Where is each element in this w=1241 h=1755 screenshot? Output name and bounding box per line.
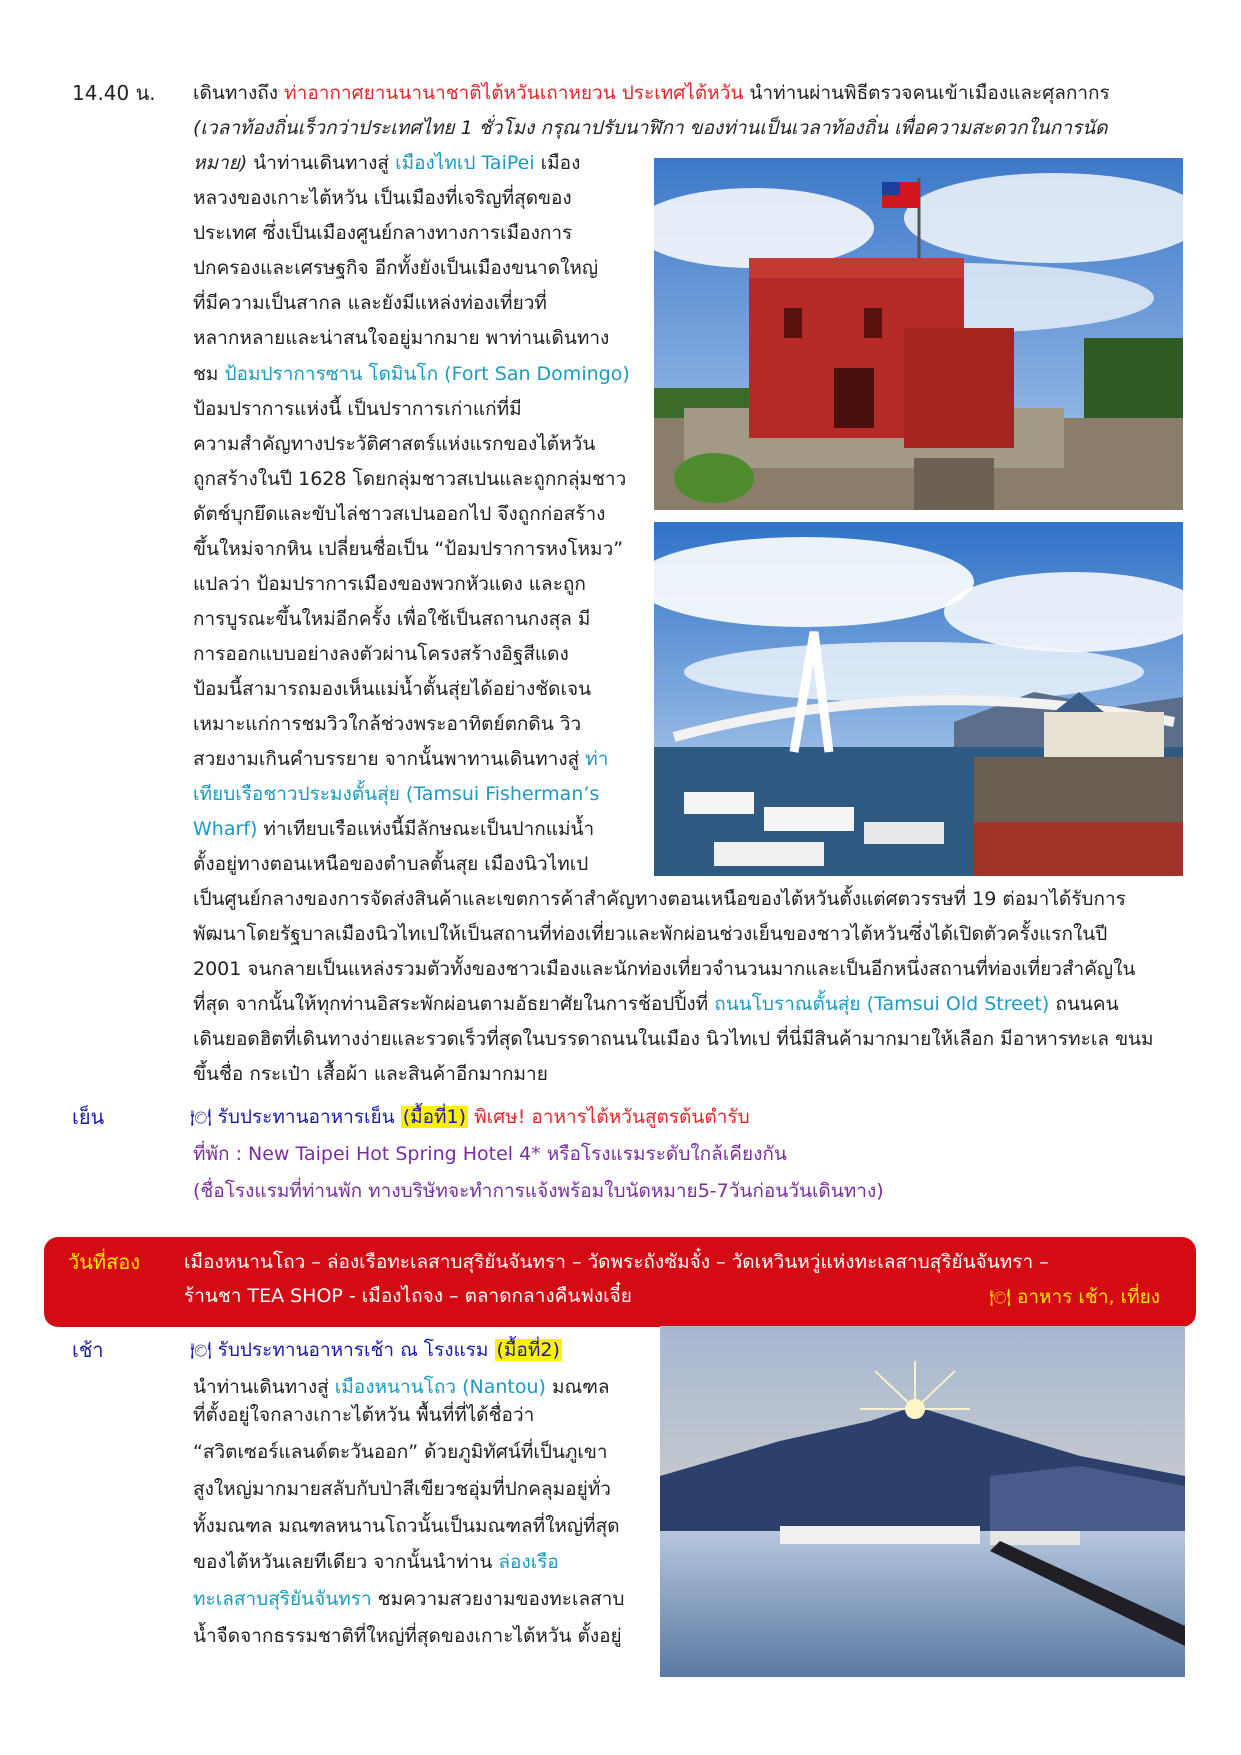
wharf-pre: สวยงามเกินคำบรรยาย จากนั้นพาทานเดินทางสู่ bbox=[193, 748, 586, 770]
lake-pre: ของไต้หวันเลยทีเดียว จากนั้นนำท่าน bbox=[193, 1551, 499, 1573]
dinner-line bbox=[190, 1100, 750, 1136]
wharf-line-3 bbox=[193, 812, 594, 847]
dinner-text: รับประทานอาหารเย็น bbox=[211, 1106, 401, 1128]
wharf-name-1: ท่า bbox=[585, 748, 609, 770]
fishermans-wharf-photo bbox=[654, 522, 1183, 876]
wharf-line bbox=[193, 742, 608, 777]
taipei-desc-line: ที่มีความเป็นสากล และยังมีแหล่งท่องเที่ยวที่ bbox=[193, 292, 547, 314]
nantou-post: มณฑล bbox=[545, 1376, 610, 1398]
taipei-name: เมืองไทเป TaiPei bbox=[395, 152, 535, 174]
taipei-line bbox=[193, 146, 580, 181]
breakfast-meal-badge: (มื้อที่2) bbox=[496, 1339, 560, 1361]
breakfast-line bbox=[190, 1333, 562, 1369]
breakfast-label: เช้า bbox=[72, 1338, 104, 1362]
taipei-desc-line: หลวงของเกาะไต้หวัน เป็นเมืองที่เจริญที่สุดของ bbox=[193, 187, 572, 209]
dinner-special: พิเศษ! อาหารไต้หวันสูตรต้นตำรับ bbox=[468, 1106, 750, 1128]
day2-meals bbox=[989, 1280, 1160, 1316]
wharf-name-3: Wharf) bbox=[193, 818, 258, 840]
dinner-meal-badge: (มื้อที่1) bbox=[402, 1106, 467, 1128]
arrival-line bbox=[193, 76, 1110, 111]
breakfast-text: รับประทานอาหารเช้า ณ โรงแรม bbox=[211, 1339, 495, 1361]
fort-desc-line: ถูกสร้างในปี 1628 โดยกลุ่มชาวสเปนและถูกกลุ่มชาว bbox=[193, 468, 627, 490]
nantou-desc-line: ที่ตั้งอยู่ใจกลางเกาะไต้หวัน พื้นที่ที่ได้ชื่อว่า bbox=[193, 1404, 535, 1426]
wharf-location: ตั้งอยู่ทางตอนเหนือของตำบลตั้นสุย เมืองนิวไทเป bbox=[193, 853, 589, 875]
day2-banner bbox=[44, 1237, 1196, 1327]
day2-meals-text: อาหาร เช้า, เที่ยง bbox=[1010, 1286, 1160, 1308]
hotel-line: ที่พัก : New Taipei Hot Spring Hotel 4* หรือโรงแรมระดับใกล้เคียงกัน bbox=[193, 1143, 787, 1165]
street-post: ถนนคน bbox=[1049, 993, 1119, 1015]
time-note-end: หมาย) bbox=[193, 152, 248, 174]
fort-desc-line: ป้อมปราการแห่งนี้ เป็นปราการเก่าแก่ที่มี bbox=[193, 398, 522, 420]
nantou-desc-line: “สวิตเซอร์แลนด์ตะวันออก” ด้วยภูมิทัศน์ที่เป็นภูเขา bbox=[193, 1441, 608, 1463]
taipei-desc-line: หลากหลายและน่าสนใจอยู่มากมาย พาท่านเดินทาง bbox=[193, 327, 610, 349]
wharf-history-2: พัฒนาโดยรัฐบาลเมืองนิวไทเปให้เป็นสถานที่ท่องเที่ยวและพักผ่อนช่วงเย็นของชาวไต้หวันซึ่งได้เปิดตัวครั้งแรกในปี bbox=[193, 923, 1108, 945]
day2-label: วันที่สอง bbox=[68, 1250, 141, 1274]
time-note: (เวลาท้องถิ่นเร็วกว่าประเทศไทย 1 ชั่วโมง กรุณาปรับนาฬิกา ของท่านเป็นเวลาท้องถิ่น เพื่อความสะดวกในการนัด bbox=[193, 117, 1108, 139]
fort-line bbox=[193, 357, 630, 392]
taipei-desc-line: ประเทศ ซึ่งเป็นเมืองศูนย์กลางทางการเมืองการ bbox=[193, 222, 573, 244]
utensils-icon: 🍽 bbox=[190, 1108, 212, 1128]
arrival-pre: เดินทางถึง bbox=[193, 82, 285, 104]
day2-route-line-2: ร้านชา TEA SHOP - เมืองไถจง – ตลาดกลางคืนฟงเจี๋ย bbox=[184, 1285, 632, 1307]
lake-last-line: น้ำจืดจากธรรมชาติที่ใหญ่ที่สุดของเกาะไต้หวัน ตั้งอยู่ bbox=[193, 1625, 622, 1647]
fort-name: ป้อมปราการซาน โดมินโก (Fort San Domingo) bbox=[224, 363, 630, 385]
lake-post: ชมความสวยงามของทะเลสาบ bbox=[371, 1588, 625, 1610]
lake-photo-illustration bbox=[660, 1326, 1185, 1677]
dinner-label: เย็น bbox=[72, 1105, 105, 1129]
fort-desc-line: เหมาะแก่การชมวิวใกล้ช่วงพระอาทิตย์ตกดิน วิว bbox=[193, 713, 582, 735]
wharf-name-2: เทียบเรือชาวประมงตั้นสุ่ย (Tamsui Fisherman’s bbox=[193, 783, 600, 805]
fort-desc-line: ขึ้นใหม่จากหิน เปลี่ยนชื่อเป็น “ป้อมปราการหงโหมว” bbox=[193, 538, 624, 560]
street-name: ถนนโบราณตั้นสุ่ย (Tamsui Old Street) bbox=[714, 993, 1050, 1015]
nantou-name: เมืองหนานโถว (Nantou) bbox=[334, 1376, 546, 1398]
lake-line-2 bbox=[193, 1582, 624, 1617]
lake-name-1: ล่องเรือ bbox=[498, 1551, 559, 1573]
taipei-post: เมือง bbox=[534, 152, 581, 174]
fort-desc-line: ความสำคัญทางประวัติศาสตร์แห่งแรกของไต้หวัน bbox=[193, 433, 596, 455]
nantou-desc-line: ทั้งมณฑล มณฑลหนานโถวนั้นเป็นมณฑลที่ใหญ่ที่สุด bbox=[193, 1515, 620, 1537]
street-desc-2: ขึ้นชื่อ กระเป๋า เสื้อผ้า และสินค้าอีกมากมาย bbox=[193, 1063, 548, 1085]
nantou-pre: นำท่านเดินทางสู่ bbox=[193, 1376, 335, 1398]
utensils-icon: 🍽 bbox=[989, 1288, 1011, 1308]
fort-photo-illustration bbox=[654, 158, 1183, 510]
airport-name: ท่าอากาศยานนานาชาติไต้หวันเถาหยวน ประเทศไต้หวัน bbox=[284, 82, 744, 104]
fort-pre: ชม bbox=[193, 363, 225, 385]
nantou-desc-line: สูงใหญ่มากมายสลับกับป่าสีเขียวชอุ่มที่ปกคลุมอยู่ทั่ว bbox=[193, 1478, 611, 1500]
sun-moon-lake-photo bbox=[660, 1326, 1185, 1677]
lake-line bbox=[193, 1545, 559, 1580]
street-line bbox=[193, 987, 1119, 1022]
lake-name-2: ทะเลสาบสุริยันจันทรา bbox=[193, 1588, 372, 1610]
fort-desc-line: ดัตช์บุกยึดและขับไล่ชาวสเปนออกไป จึงถูกก่อสร้าง bbox=[193, 503, 606, 525]
taipei-desc-line: ปกครองและเศรษฐกิจ อีกทั้งยังเป็นเมืองขนาดใหญ่ bbox=[193, 257, 599, 279]
fort-desc-line: การออกแบบอย่างลงตัวผ่านโครงสร้างอิฐสีแดง bbox=[193, 643, 569, 665]
fort-san-domingo-photo bbox=[654, 158, 1183, 510]
wharf-post: ท่าเทียบเรือแห่งนี้มีลักษณะเป็นปากแม่น้ำ bbox=[257, 818, 595, 840]
time-label: 14.40 น. bbox=[72, 81, 156, 105]
wharf-photo-illustration bbox=[654, 522, 1183, 876]
day2-route-line-1: เมืองหนานโถว – ล่องเรือทะเลสาบสุริยันจันทรา – วัดพระถังซัมจั๋ง – วัดเหวินหวู่แห่งทะเลสาบสุริยันจันทรา – bbox=[184, 1251, 1049, 1273]
wharf-history-1: เป็นศูนย์กลางของการจัดส่งสินค้าและเขตการค้าสำคัญทางตอนเหนือของไต้หวันตั้งแต่ศตวรรษที่ 19 ต่อมาได้รับการ bbox=[193, 888, 1126, 910]
fort-desc-line: แปลว่า ป้อมปราการเมืองของพวกหัวแดง และถูก bbox=[193, 573, 586, 595]
taipei-pre: นำท่านเดินทางสู่ bbox=[247, 152, 396, 174]
arrival-post: นำท่านผ่านพิธีตรวจคนเข้าเมืองและศุลกากร bbox=[743, 82, 1110, 104]
fort-desc-line: ป้อมนี้สามารถมองเห็นแม่น้ำตั้นสุ่ยได้อย่างชัดเจน bbox=[193, 678, 592, 700]
hotel-note: (ชื่อโรงแรมที่ท่านพัก ทางบริษัทจะทำการแจ้งพร้อมใบนัดหมาย5-7วันก่อนวันเดินทาง) bbox=[193, 1180, 884, 1202]
street-desc-1: เดินยอดฮิตที่เดินทางง่ายและรวดเร็วที่สุดในบรรดาถนนในเมือง นิวไทเป ที่นี่มีสินค้ามากมายให้เลือก มีอาหารทะเล ขนม bbox=[193, 1028, 1154, 1050]
utensils-icon: 🍽 bbox=[190, 1341, 212, 1361]
wharf-history-3: 2001 จนกลายเป็นแหล่งรวมตัวทั้งของชาวเมืองและนักท่องเที่ยวจำนวนมากและเป็นอีกหนึ่งสถานที่ท่องเที่ยวสำคัญใน bbox=[193, 958, 1136, 980]
street-pre: ที่สุด จากนั้นให้ทุกท่านอิสระพักผ่อนตามอัธยาศัยในการช้อปปิ้งที่ bbox=[193, 993, 715, 1015]
fort-desc-line: การบูรณะขึ้นใหม่อีกครั้ง เพื่อใช้เป็นสถานกงสุล มี bbox=[193, 608, 591, 630]
